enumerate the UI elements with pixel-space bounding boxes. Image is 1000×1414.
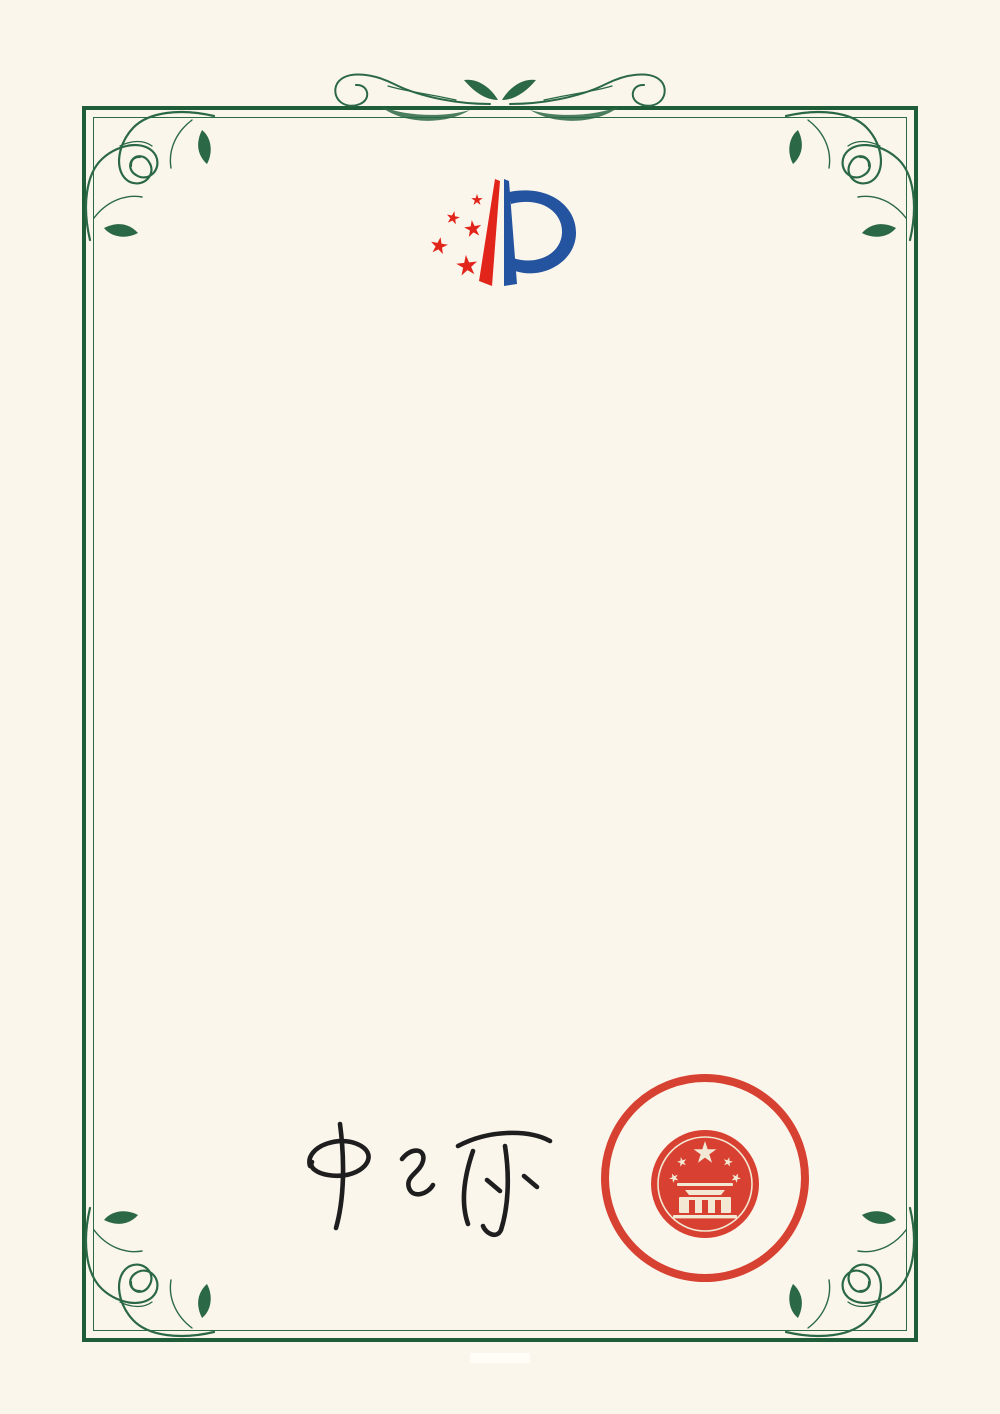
national-emblem bbox=[651, 1130, 759, 1238]
barcode-icon bbox=[142, 1056, 404, 1080]
cnipa-logo-icon bbox=[415, 166, 595, 304]
footer-note-text bbox=[470, 1353, 530, 1363]
qr-code-icon bbox=[806, 172, 898, 264]
handwritten-signature-icon bbox=[252, 1104, 562, 1244]
cnipa-official-seal-icon bbox=[585, 1056, 825, 1306]
footer-note bbox=[0, 1350, 1000, 1368]
